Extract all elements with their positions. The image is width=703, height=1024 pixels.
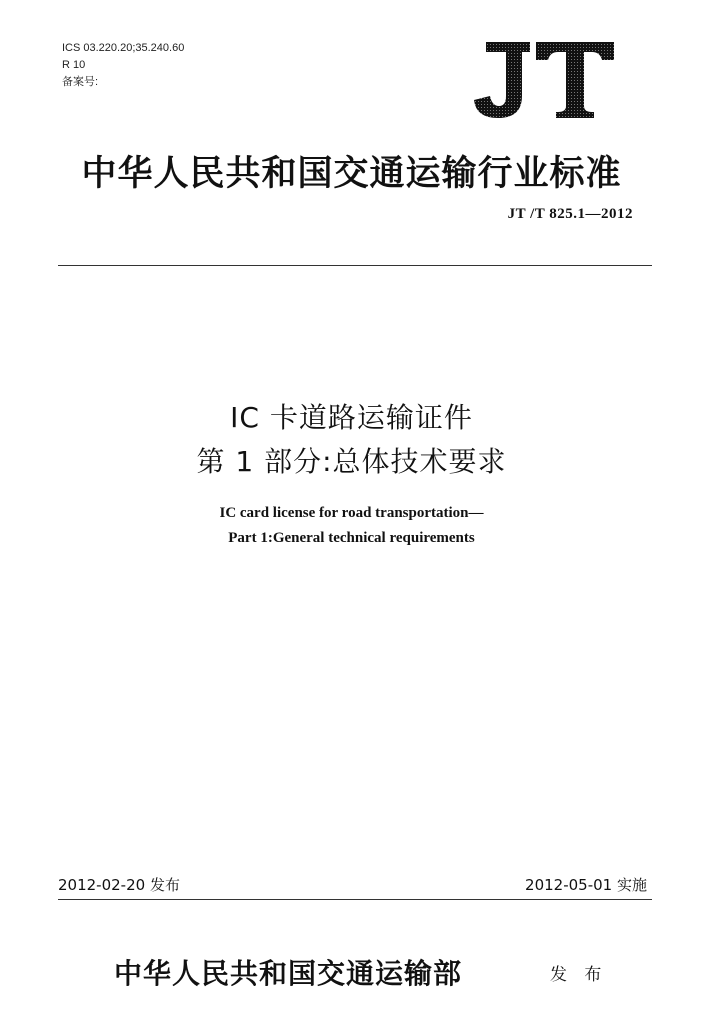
document-title-cn-line1: IC 卡道路运输证件	[230, 401, 473, 434]
publisher-name: 中华人民共和国交通运输部	[114, 957, 463, 990]
ics-code: ICS 03.220.20;35.240.60	[62, 42, 185, 54]
bottom-divider	[58, 899, 652, 900]
publisher-suffix: 发 布	[550, 965, 608, 985]
implement-date: 2012-05-01 实施	[525, 876, 647, 894]
top-divider	[58, 265, 652, 266]
category-code: R 10	[62, 59, 86, 71]
classification-block	[62, 40, 184, 91]
jt-logo	[468, 40, 618, 120]
document-title-en-line1: IC card license for road transportation—	[219, 505, 484, 521]
record-number-label: 备案号:	[62, 76, 99, 88]
document-title-en-line2: Part 1:General technical requirements	[228, 530, 475, 546]
standard-code: JT /T 825.1—2012	[507, 206, 633, 222]
standard-title: 中华人民共和国交通运输行业标准	[81, 154, 622, 194]
document-title-cn-line2: 第 1 部分:总体技术要求	[196, 445, 507, 478]
publish-date: 2012-02-20 发布	[58, 876, 180, 894]
jt-logo-graphic	[468, 40, 618, 120]
